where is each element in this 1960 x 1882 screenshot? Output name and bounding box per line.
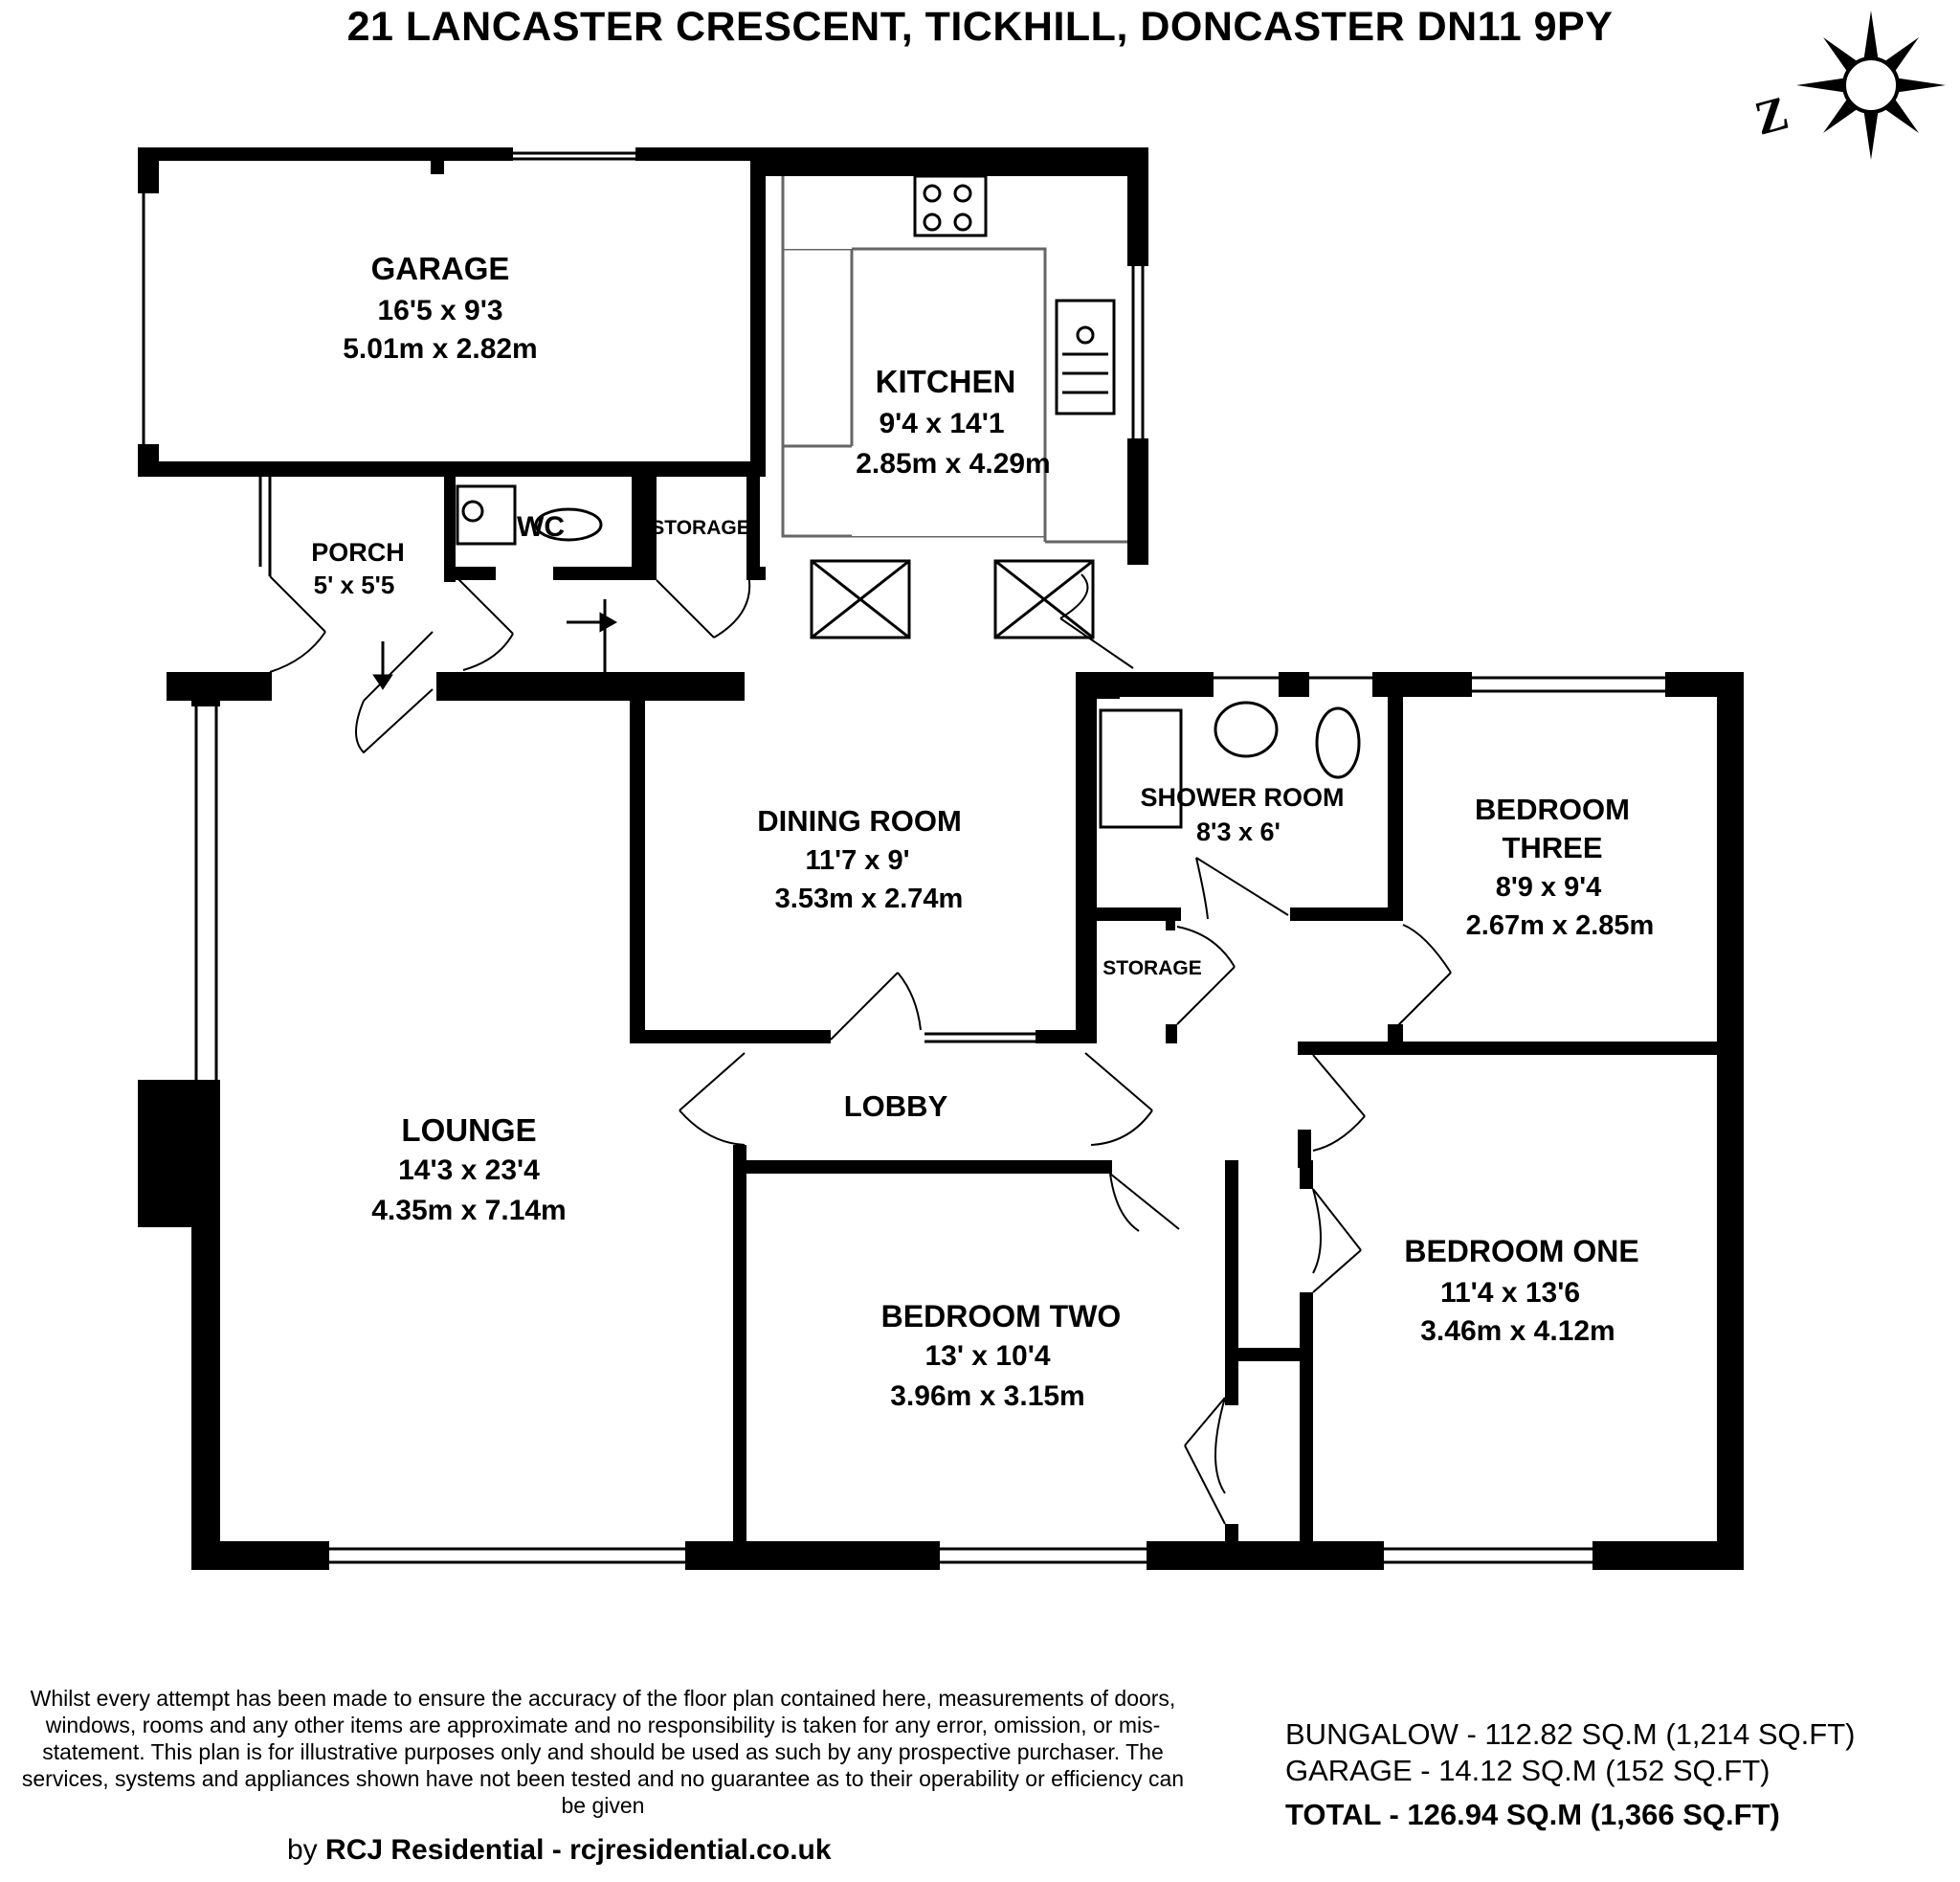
shower-imperial: 8'3 x 6' bbox=[1196, 818, 1281, 846]
wc-name: WC bbox=[517, 511, 565, 543]
bedroom2-metric: 3.96m x 3.15m bbox=[890, 1380, 1085, 1412]
garage-imperial: 16'5 x 9'3 bbox=[377, 295, 503, 326]
bedroom2-name: BEDROOM TWO bbox=[880, 1299, 1122, 1333]
kitchen-imperial: 9'4 x 14'1 bbox=[879, 408, 1005, 439]
dining-metric: 3.53m x 2.74m bbox=[774, 884, 964, 914]
byline bbox=[287, 1834, 832, 1867]
compass-letter: Z bbox=[1748, 84, 1794, 146]
garage-metric: 5.01m x 2.82m bbox=[343, 333, 538, 365]
storage-top-name: STORAGE bbox=[651, 517, 750, 539]
shower-name: SHOWER ROOM bbox=[1140, 783, 1345, 812]
area-summary bbox=[1285, 1716, 1855, 1833]
porch-name: PORCH bbox=[311, 538, 405, 567]
fixtures bbox=[457, 176, 1359, 827]
area-total: TOTAL - 126.94 SQ.M (1,366 SQ.FT) bbox=[1285, 1798, 1780, 1831]
lounge-metric: 4.35m x 7.14m bbox=[371, 1195, 567, 1226]
byline-prefix: by bbox=[287, 1834, 318, 1866]
lounge-name: LOUNGE bbox=[401, 1112, 537, 1148]
bedroom1-imperial: 11'4 x 13'6 bbox=[1439, 1277, 1581, 1309]
lounge-imperial: 14'3 x 23'4 bbox=[398, 1154, 540, 1186]
plan-title: 21 LANCASTER CRESCENT, TICKHILL, DONCASTER DN11 9PY bbox=[346, 4, 1614, 50]
disclaimer-text: Whilst every attempt has been made to ensure the accuracy of the floor plan contained here, measurements of doors, windows, rooms and any other items are approximate and no responsibility is taken for any error, omission, or mis-statement. This plan is for illustrative purposes only and should be used as such by any prospective purchaser. The services, systems and appliances shown have not been tested and no guarantee as to their operability or efficiency can be given bbox=[21, 1686, 1185, 1818]
porch-imperial: 5' x 5'5 bbox=[313, 571, 395, 599]
kitchen-name: KITCHEN bbox=[875, 364, 1016, 399]
storage-mid-name: STORAGE bbox=[1102, 957, 1202, 979]
bedroom3-name-line2: THREE bbox=[1502, 831, 1603, 864]
bedroom1-metric: 3.46m x 4.12m bbox=[1420, 1315, 1615, 1347]
garage-name: GARAGE bbox=[370, 251, 510, 286]
bedroom3-metric: 2.67m x 2.85m bbox=[1465, 910, 1655, 941]
lobby-name: LOBBY bbox=[843, 1089, 948, 1123]
area-garage: GARAGE - 14.12 SQ.M (152 SQ.FT) bbox=[1285, 1754, 1771, 1787]
bedroom3-name-line1: BEDROOM bbox=[1475, 793, 1630, 826]
kitchen-metric: 2.85m x 4.29m bbox=[856, 448, 1051, 480]
bedroom2-imperial: 13' x 10'4 bbox=[924, 1340, 1051, 1372]
bedroom3-imperial: 8'9 x 9'4 bbox=[1495, 872, 1602, 903]
area-bungalow: BUNGALOW - 112.82 SQ.M (1,214 SQ.FT) bbox=[1285, 1717, 1856, 1751]
bedroom1-name: BEDROOM ONE bbox=[1404, 1234, 1639, 1268]
dining-imperial: 11'7 x 9' bbox=[805, 845, 910, 876]
dining-name: DINING ROOM bbox=[757, 804, 962, 838]
byline-company: RCJ Residential - rcjresidential.co.uk bbox=[325, 1834, 832, 1866]
